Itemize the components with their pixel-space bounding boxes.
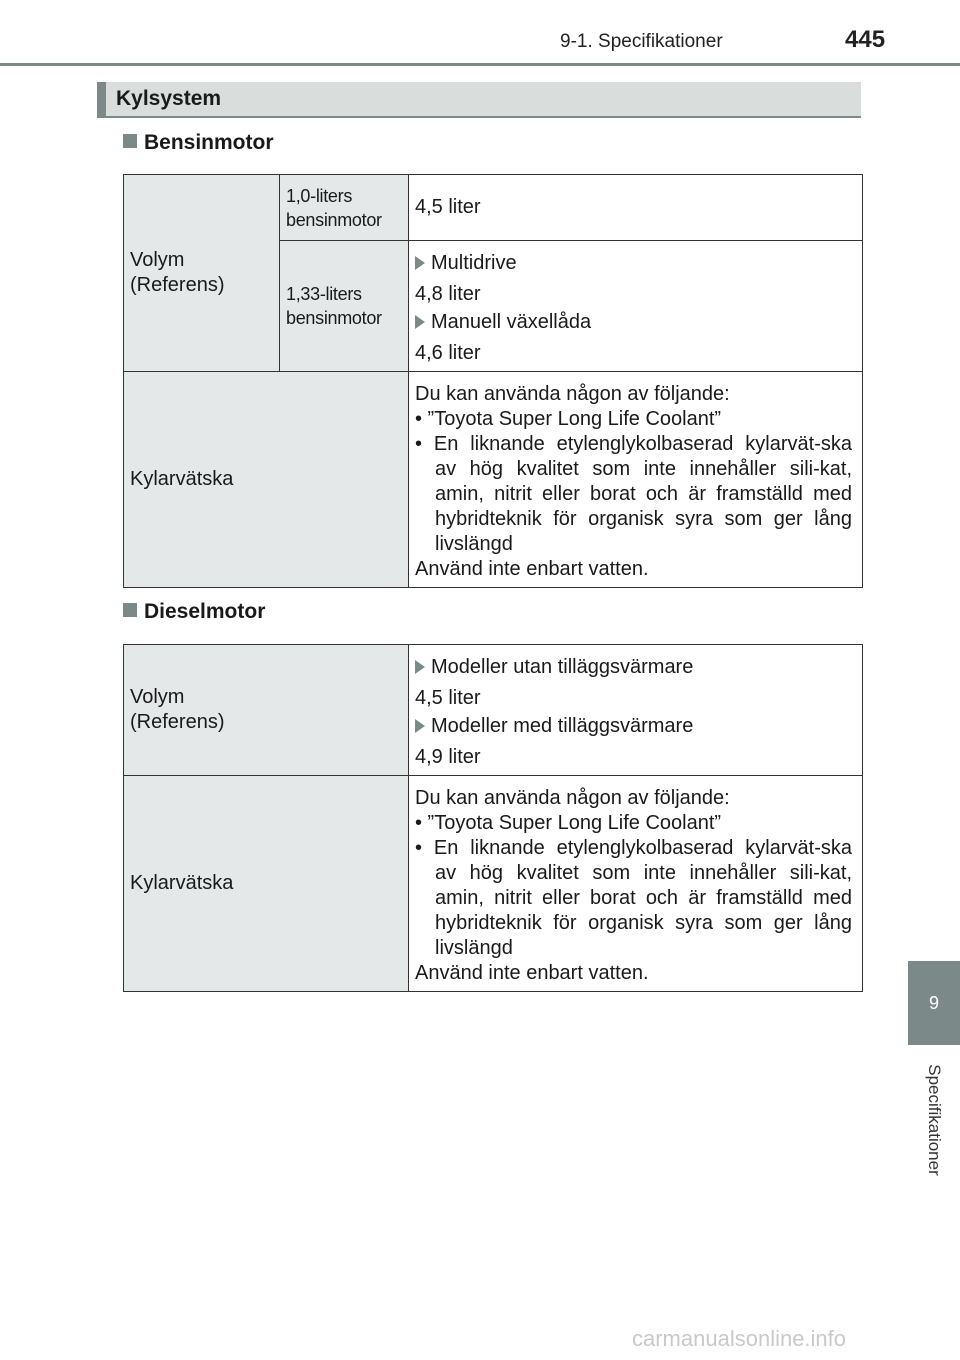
coolant-intro: Du kan använda någon av följande: xyxy=(415,382,730,405)
table-row xyxy=(124,175,863,241)
coolant-note: Använd inte enbart vatten. xyxy=(415,961,649,984)
coolant-value xyxy=(409,372,863,588)
chapter-tab[interactable] xyxy=(908,961,960,1045)
table-row xyxy=(124,372,863,588)
option-item xyxy=(415,655,856,680)
option-value: 4,5 liter xyxy=(415,686,481,709)
engine-1-label: 1,0-liters bensinmotor xyxy=(280,175,409,241)
triangle-bullet-icon xyxy=(415,315,425,329)
coolant-label: Kylarvätska xyxy=(124,776,409,992)
triangle-bullet-icon xyxy=(415,256,425,270)
option-item xyxy=(415,714,856,739)
coolant-value xyxy=(409,776,863,992)
engine-1-value: 4,5 liter xyxy=(409,175,863,241)
option-name: Modeller utan tilläggsvärmare xyxy=(431,655,694,678)
diesel-spec-table xyxy=(123,644,863,992)
option-value: 4,9 liter xyxy=(415,745,481,768)
option-value: 4,6 liter xyxy=(415,341,481,364)
square-bullet-icon xyxy=(123,134,137,148)
engine-2-values xyxy=(409,241,863,372)
coolant-item: • ”Toyota Super Long Life Coolant” xyxy=(415,407,722,430)
table-row xyxy=(124,645,863,776)
header-divider xyxy=(0,63,960,66)
option-item xyxy=(415,251,856,276)
petrol-heading-text: Bensinmotor xyxy=(144,131,274,154)
diesel-heading-text: Dieselmotor xyxy=(144,600,266,623)
coolant-item: • ”Toyota Super Long Life Coolant” xyxy=(415,811,722,834)
coolant-label: Kylarvätska xyxy=(124,372,409,588)
engine-2-label: 1,33-liters bensinmotor xyxy=(280,241,409,372)
option-item xyxy=(415,310,856,335)
option-name: Multidrive xyxy=(431,251,517,274)
petrol-spec-table xyxy=(123,174,863,588)
watermark: carmanualsonline.info xyxy=(632,1326,847,1351)
triangle-bullet-icon xyxy=(415,660,425,674)
coolant-item: • En liknande etylenglykolbaserad kylarvät-ska av hög kvalitet som inte innehåller sili-kat, amin, nitrit eller borat och är framställd med hybridteknik för organisk syra som ger lång livslängd xyxy=(415,836,852,959)
option-name: Modeller med tilläggsvärmare xyxy=(431,714,694,737)
section-title: Kylsystem xyxy=(116,87,222,110)
coolant-intro: Du kan använda någon av följande: xyxy=(415,786,730,809)
option-value: 4,8 liter xyxy=(415,282,481,305)
section-heading xyxy=(97,82,861,118)
chapter-tab-label: Specifikationer xyxy=(925,1064,944,1176)
coolant-item: • En liknande etylenglykolbaserad kylarvät-ska av hög kvalitet som inte innehåller sili-kat, amin, nitrit eller borat och är framställd med hybridteknik för organisk syra som ger lång livslängd xyxy=(415,432,852,555)
square-bullet-icon xyxy=(123,603,137,617)
volume-label: Volym (Referens) xyxy=(124,175,280,372)
volume-values xyxy=(409,645,863,776)
coolant-note: Använd inte enbart vatten. xyxy=(415,557,649,580)
diesel-heading xyxy=(123,600,265,624)
chapter-title: 9-1. Specifikationer xyxy=(560,31,723,52)
table-row xyxy=(124,776,863,992)
triangle-bullet-icon xyxy=(415,719,425,733)
chapter-tab-number: 9 xyxy=(928,993,939,1013)
petrol-heading xyxy=(123,131,274,155)
option-name: Manuell växellåda xyxy=(431,310,592,333)
page-number: 445 xyxy=(845,26,886,53)
volume-label: Volym (Referens) xyxy=(124,645,409,776)
